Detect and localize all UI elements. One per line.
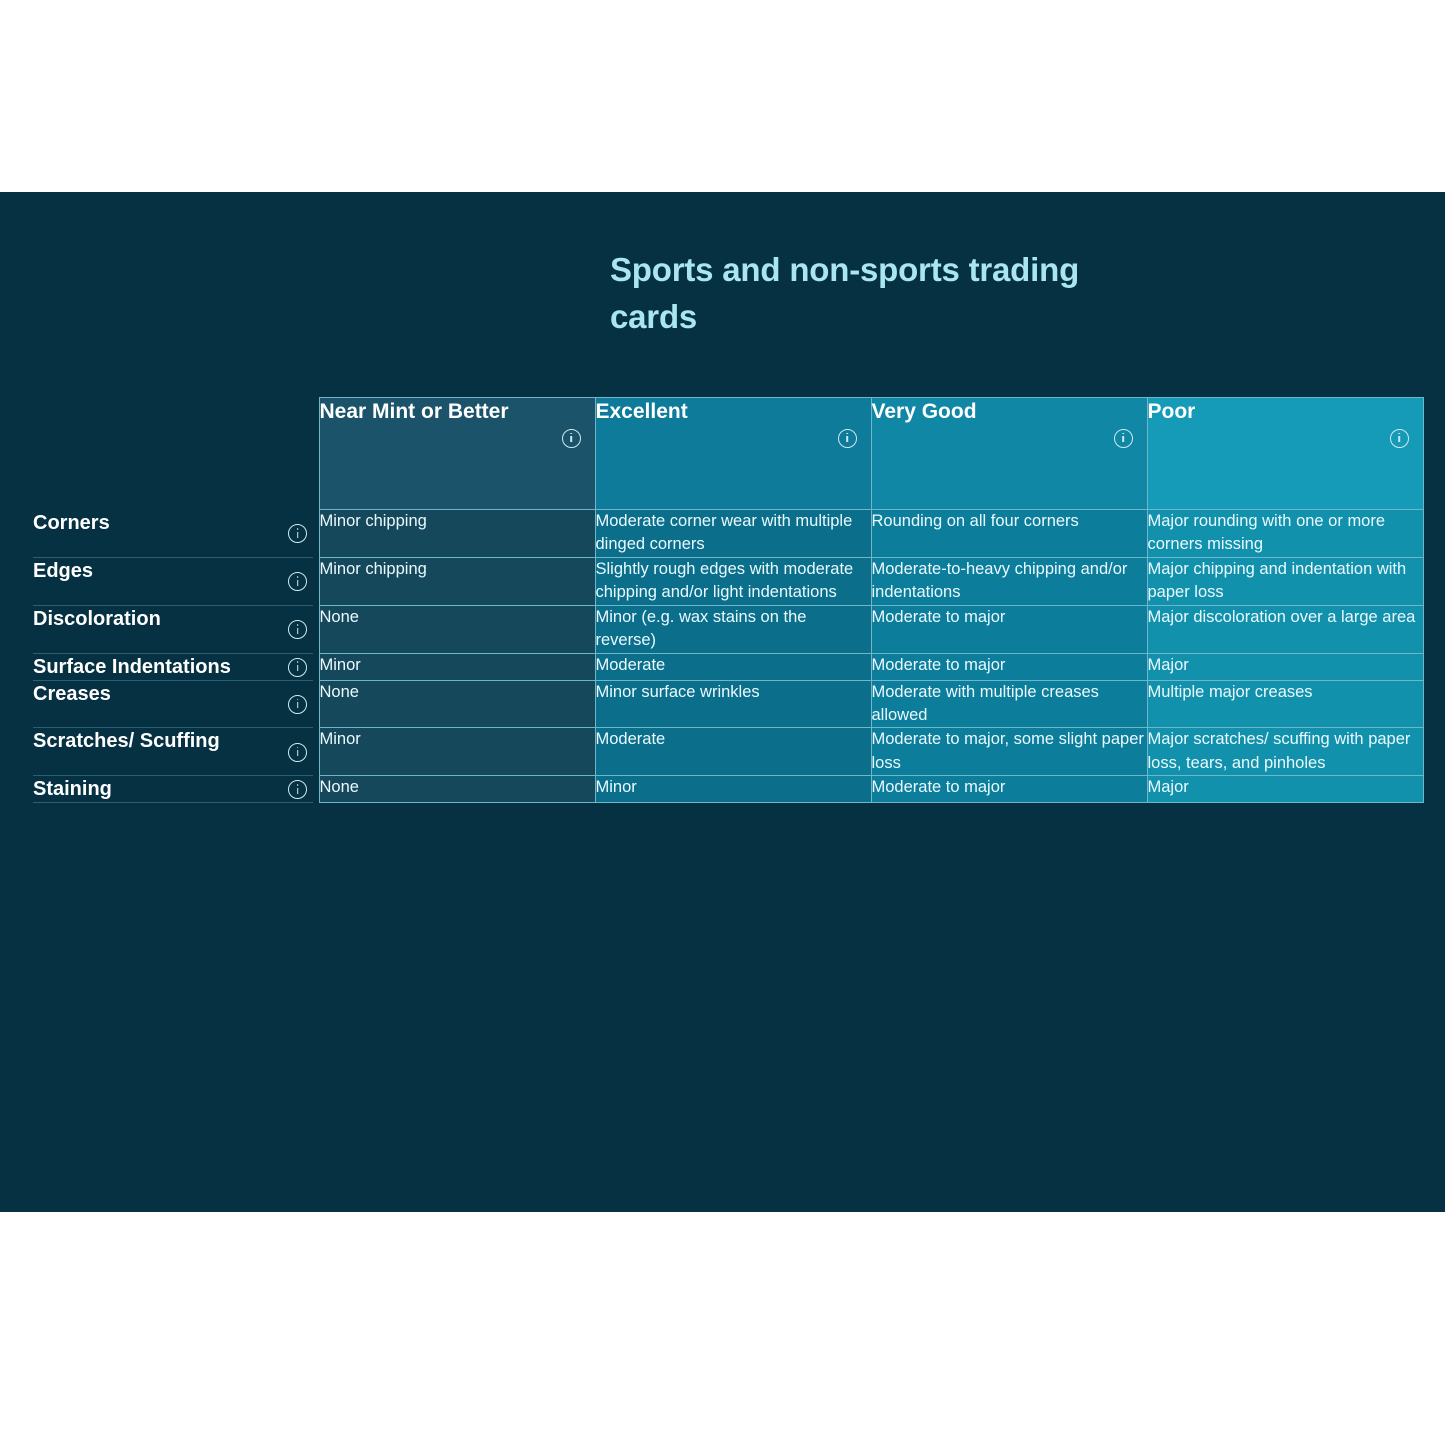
cell-edges-near-mint: Minor chipping [319,557,595,605]
cell-staining-poor: Major [1147,776,1423,803]
cell-scratches-very-good: Moderate to major, some slight paper loss [871,728,1147,776]
condition-table [33,397,1424,803]
info-icon[interactable] [288,739,307,765]
info-icon[interactable] [1390,424,1409,452]
row-header-scratches-scuffing[interactable] [33,728,313,776]
cell-surface-indentations-excellent: Moderate [595,653,871,680]
cell-discoloration-very-good: Moderate to major [871,605,1147,653]
table-header-row [33,398,1423,510]
info-icon[interactable] [1114,424,1133,452]
cell-scratches-excellent: Moderate [595,728,871,776]
info-icon[interactable] [288,520,307,546]
cell-corners-near-mint: Minor chipping [319,510,595,558]
cell-creases-very-good: Moderate with multiple creases allowed [871,680,1147,728]
row-header-label: Staining [33,778,112,801]
page-title: Sports and non-sports trading cards [610,251,1080,335]
column-header-label: Excellent [595,400,688,423]
cell-edges-very-good: Moderate-to-heavy chipping and/or indentations [871,557,1147,605]
table-row [33,680,1423,728]
row-header-label: Creases [33,682,111,705]
table-row [33,776,1423,803]
corner-spacer [33,398,313,510]
info-icon[interactable] [288,616,307,642]
cell-creases-near-mint: None [319,680,595,728]
cell-creases-poor: Multiple major creases [1147,680,1423,728]
cell-staining-near-mint: None [319,776,595,803]
cell-discoloration-near-mint: None [319,605,595,653]
cell-scratches-poor: Major scratches/ scuffing with paper loss, tears, and pinholes [1147,728,1423,776]
cell-edges-excellent: Slightly rough edges with moderate chipping and/or light indentations [595,557,871,605]
cell-corners-excellent: Moderate corner wear with multiple dinged corners [595,510,871,558]
row-header-edges[interactable] [33,557,313,605]
table-row [33,557,1423,605]
condition-chart-panel [0,192,1445,1212]
row-header-creases[interactable] [33,680,313,728]
column-header-label: Very Good [871,400,977,423]
column-header-near-mint[interactable] [319,398,595,510]
row-header-label: Surface Indentations [33,655,231,678]
cell-corners-poor: Major rounding with one or more corners missing [1147,510,1423,558]
column-header-excellent[interactable] [595,398,871,510]
row-header-staining[interactable] [33,776,313,803]
table-row [33,653,1423,680]
info-icon[interactable] [288,568,307,594]
table-row [33,510,1423,558]
info-icon[interactable] [288,691,307,717]
column-header-label: Poor [1147,400,1196,423]
row-header-surface-indentations[interactable] [33,653,313,680]
cell-surface-indentations-near-mint: Minor [319,653,595,680]
info-icon[interactable] [562,424,581,452]
column-header-label: Near Mint or Better [319,400,509,423]
column-header-very-good[interactable] [871,398,1147,510]
cell-creases-excellent: Minor surface wrinkles [595,680,871,728]
cell-staining-excellent: Minor [595,776,871,803]
row-header-label: Corners [33,511,110,534]
row-header-label: Scratches/ Scuffing [33,730,220,753]
cell-discoloration-excellent: Minor (e.g. wax stains on the reverse) [595,605,871,653]
column-header-poor[interactable] [1147,398,1423,510]
row-header-corners[interactable] [33,510,313,558]
cell-scratches-near-mint: Minor [319,728,595,776]
cell-corners-very-good: Rounding on all four corners [871,510,1147,558]
info-icon[interactable] [288,776,307,802]
cell-surface-indentations-very-good: Moderate to major [871,653,1147,680]
table-row [33,728,1423,776]
cell-edges-poor: Major chipping and indentation with paper loss [1147,557,1423,605]
row-header-label: Edges [33,559,94,582]
condition-matrix [33,397,1423,803]
row-header-discoloration[interactable] [33,605,313,653]
cell-staining-very-good: Moderate to major [871,776,1147,803]
info-icon[interactable] [838,424,857,452]
row-header-label: Discoloration [33,607,161,630]
cell-discoloration-poor: Major discoloration over a large area [1147,605,1423,653]
cell-surface-indentations-poor: Major [1147,653,1423,680]
info-icon[interactable] [288,654,307,680]
table-row [33,605,1423,653]
